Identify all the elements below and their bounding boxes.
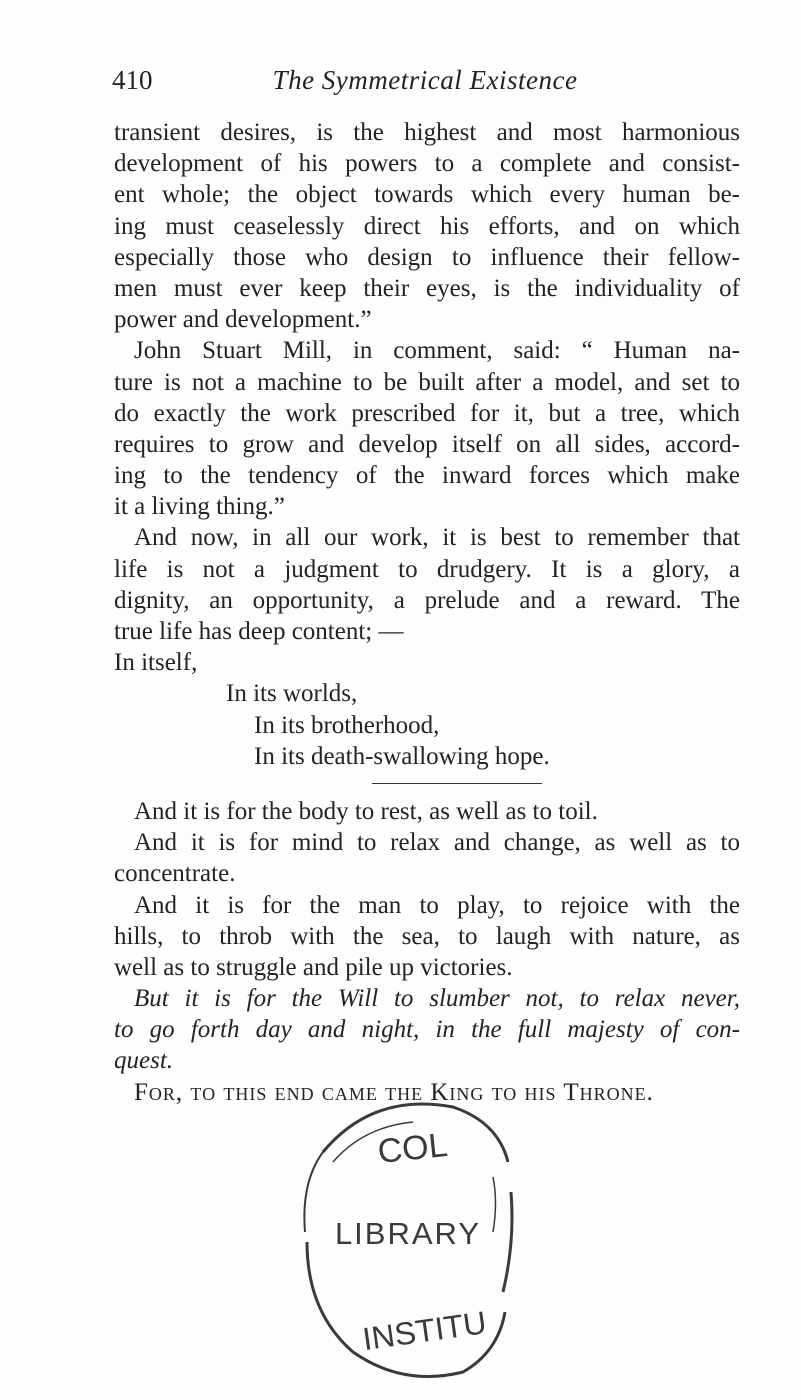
text-line: hills, to throb with the sea, to laugh with nature, as	[114, 922, 740, 950]
text-line: development of his powers to a complete and consist-	[114, 150, 740, 178]
italic-line: But it is for the Will to slumber not, to relax never,	[134, 985, 740, 1013]
body-text	[114, 117, 740, 1108]
section-divider	[372, 783, 542, 784]
text-line: especially those who design to influence their fellow-	[114, 243, 740, 271]
verse-line: In its worlds,	[226, 680, 358, 708]
running-title: The Symmetrical Existence	[272, 65, 578, 95]
text-line: do exactly the work prescribed for it, but a tree, which	[114, 399, 740, 427]
text-line: life is not a judgment to drudgery. It is a glory, a	[114, 555, 740, 583]
verse-line: In its brotherhood,	[254, 711, 440, 739]
italic-line: quest.	[114, 1047, 174, 1075]
stamp-middle-text: LIBRARY	[334, 1216, 482, 1251]
text-line: John Stuart Mill, in comment, said: “ Human na-	[134, 337, 740, 365]
text-line: ing must ceaselessly direct his efforts, and on which	[114, 212, 740, 240]
text-line: ent whole; the object towards which every human be-	[114, 181, 740, 209]
text-line: And it is for the body to rest, as well as to toil.	[134, 797, 598, 825]
page-number: 410	[112, 65, 153, 95]
stamp-bottom-text: INSTITU	[360, 1304, 489, 1358]
text-line: it a living thing.”	[114, 493, 285, 521]
text-line: transient desires, is the highest and most harmonious	[114, 119, 740, 146]
closing-line: For, to this end came the King to his Throne.	[134, 1078, 654, 1106]
text-line: concentrate.	[114, 860, 236, 888]
text-line: ture is not a machine to be built after a model, and set to	[114, 368, 740, 396]
stamp-top-text: COL	[375, 1125, 450, 1172]
italic-line: to go forth day and night, in the full majesty of con-	[114, 1016, 740, 1044]
text-line: dignity, an opportunity, a prelude and a reward. The	[114, 586, 740, 614]
text-line: And it is for mind to relax and change, as well as to	[134, 829, 740, 857]
text-line: power and development.”	[114, 306, 372, 334]
verse-line: In itself,	[114, 649, 198, 677]
text-line: true life has deep content; —	[114, 618, 404, 645]
text-line: men must ever keep their eyes, is the individuality of	[114, 274, 740, 302]
text-line: well as to struggle and pile up victories.	[114, 953, 513, 981]
text-line: ing to the tendency of the inward forces which make	[114, 462, 740, 490]
text-line: And now, in all our work, it is best to remember that	[134, 524, 740, 552]
running-head	[112, 60, 738, 100]
text-line: And it is for the man to play, to rejoice with the	[134, 891, 740, 919]
verse-line: In its death-swallowing hope.	[254, 742, 550, 770]
library-stamp	[293, 1082, 523, 1394]
text-line: requires to grow and develop itself on all sides, accord-	[114, 430, 740, 458]
